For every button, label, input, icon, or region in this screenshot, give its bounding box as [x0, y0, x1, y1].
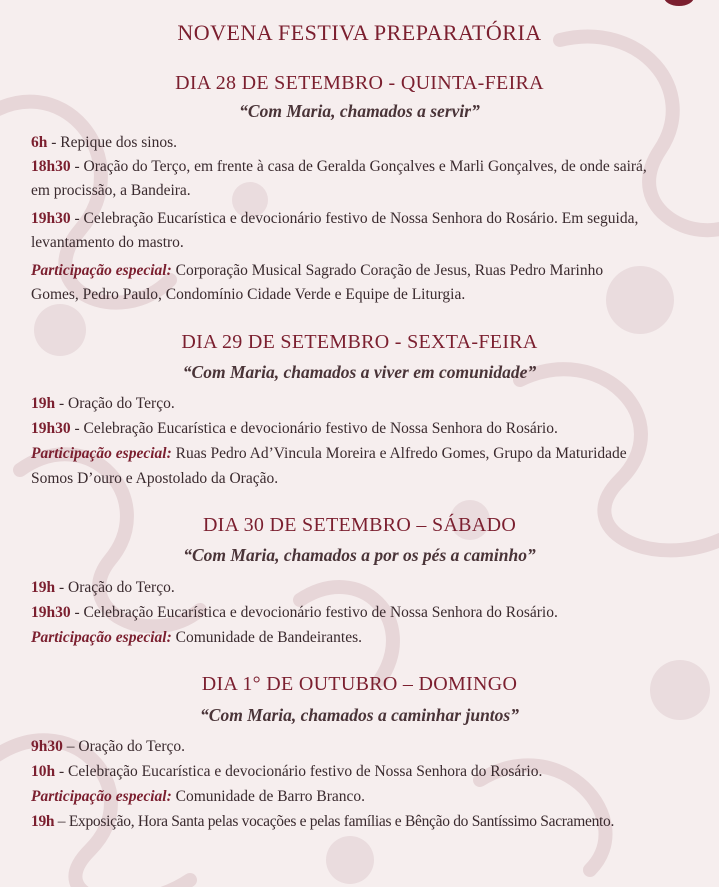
- schedule-item: [31, 601, 707, 625]
- day-theme: “Com Maria, chamados a viver em comunidade”: [182, 362, 537, 382]
- schedule-item: [31, 392, 707, 416]
- page-title: NOVENA FESTIVA PREPARATÓRIA: [177, 20, 542, 45]
- special-participation: [31, 785, 707, 809]
- item-time: 9h30: [31, 738, 63, 755]
- schedule-item: [31, 131, 707, 155]
- item-time: 19h30: [31, 210, 71, 227]
- schedule-item-continuation: em procissão, a Bandeira.: [31, 182, 191, 199]
- item-time: 19h: [31, 579, 56, 596]
- item-time: 19h30: [31, 604, 71, 621]
- day-theme: “Com Maria, chamados a caminhar juntos”: [200, 705, 519, 725]
- item-time: 18h30: [31, 158, 71, 175]
- item-text: Celebração Eucarística e devocionário festivo de Nossa Senhora do Rosário.: [83, 420, 558, 437]
- item-separator: -: [55, 579, 69, 596]
- item-text: Oração do Terço.: [78, 738, 186, 755]
- day-theme: “Com Maria, chamados a por os pés a caminho”: [183, 545, 536, 565]
- schedule-item: [31, 155, 707, 179]
- item-separator: –: [62, 738, 79, 755]
- item-separator: -: [55, 395, 69, 412]
- day-heading: DIA 29 DE SETEMBRO - SEXTA-FEIRA: [181, 331, 538, 353]
- special-label: Participação especial:: [31, 629, 172, 646]
- special-text: Corporação Musical Sagrado Coração de Jesus, Ruas Pedro Marinho: [171, 262, 604, 279]
- item-text: Oração do Terço, em frente à casa de Geralda Gonçalves e Marli Gonçalves, de onde sairá,: [83, 158, 647, 175]
- schedule-item: [31, 735, 707, 759]
- item-time: 19h: [31, 813, 55, 830]
- item-text: Oração do Terço.: [68, 395, 175, 412]
- item-text: Oração do Terço.: [68, 579, 175, 596]
- day-heading: DIA 28 DE SETEMBRO - QUINTA-FEIRA: [175, 72, 544, 94]
- schedule-item: [31, 810, 707, 834]
- item-time: 19h30: [31, 420, 71, 437]
- special-label: Participação especial:: [31, 445, 172, 462]
- special-label: Participação especial:: [31, 788, 172, 805]
- special-participation-continuation: Gomes, Pedro Paulo, Condomínio Cidade Verde e Equipe de Liturgia.: [31, 286, 466, 303]
- day-heading: DIA 30 DE SETEMBRO – SÁBADO: [202, 514, 517, 536]
- item-separator: -: [47, 134, 61, 151]
- item-time: 6h: [31, 134, 48, 151]
- special-text: Comunidade de Bandeirantes.: [171, 629, 363, 646]
- special-participation-continuation: Somos D’ouro e Apostolado da Oração.: [31, 470, 279, 487]
- item-time: 10h: [31, 763, 56, 780]
- item-time: 19h: [31, 395, 56, 412]
- special-text: Comunidade de Barro Branco.: [171, 788, 366, 805]
- item-text: Exposição, Hora Santa pelas vocações e pelas famílias e Bênção do Santíssimo Sacramento.: [68, 813, 615, 830]
- schedule-item-continuation: levantamento do mastro.: [31, 234, 184, 251]
- schedule-item: [31, 760, 707, 784]
- item-separator: -: [70, 604, 84, 621]
- special-participation: [31, 442, 707, 466]
- item-separator: -: [55, 763, 69, 780]
- item-separator: -: [70, 158, 84, 175]
- special-participation: [31, 626, 707, 650]
- special-text: Ruas Pedro Ad’Vincula Moreira e Alfredo Gomes, Grupo da Maturidade: [171, 445, 627, 462]
- item-text: Celebração Eucarística e devocionário festivo de Nossa Senhora do Rosário.: [83, 604, 558, 621]
- item-separator: -: [70, 210, 84, 227]
- special-label: Participação especial:: [31, 262, 172, 279]
- schedule-item: [31, 576, 707, 600]
- item-text: Celebração Eucarística e devocionário festivo de Nossa Senhora do Rosário. Em seguida,: [83, 210, 639, 227]
- item-separator: –: [54, 813, 69, 830]
- day-heading: DIA 1° DE OUTUBRO – DOMINGO: [201, 673, 518, 695]
- special-participation: [31, 259, 707, 283]
- item-text: Celebração Eucarística e devocionário festivo de Nossa Senhora do Rosário.: [68, 763, 543, 780]
- day-theme: “Com Maria, chamados a servir”: [239, 101, 480, 121]
- schedule-item: [31, 417, 707, 441]
- item-separator: -: [70, 420, 84, 437]
- schedule-item: [31, 207, 707, 231]
- item-text: Repique dos sinos.: [60, 134, 177, 151]
